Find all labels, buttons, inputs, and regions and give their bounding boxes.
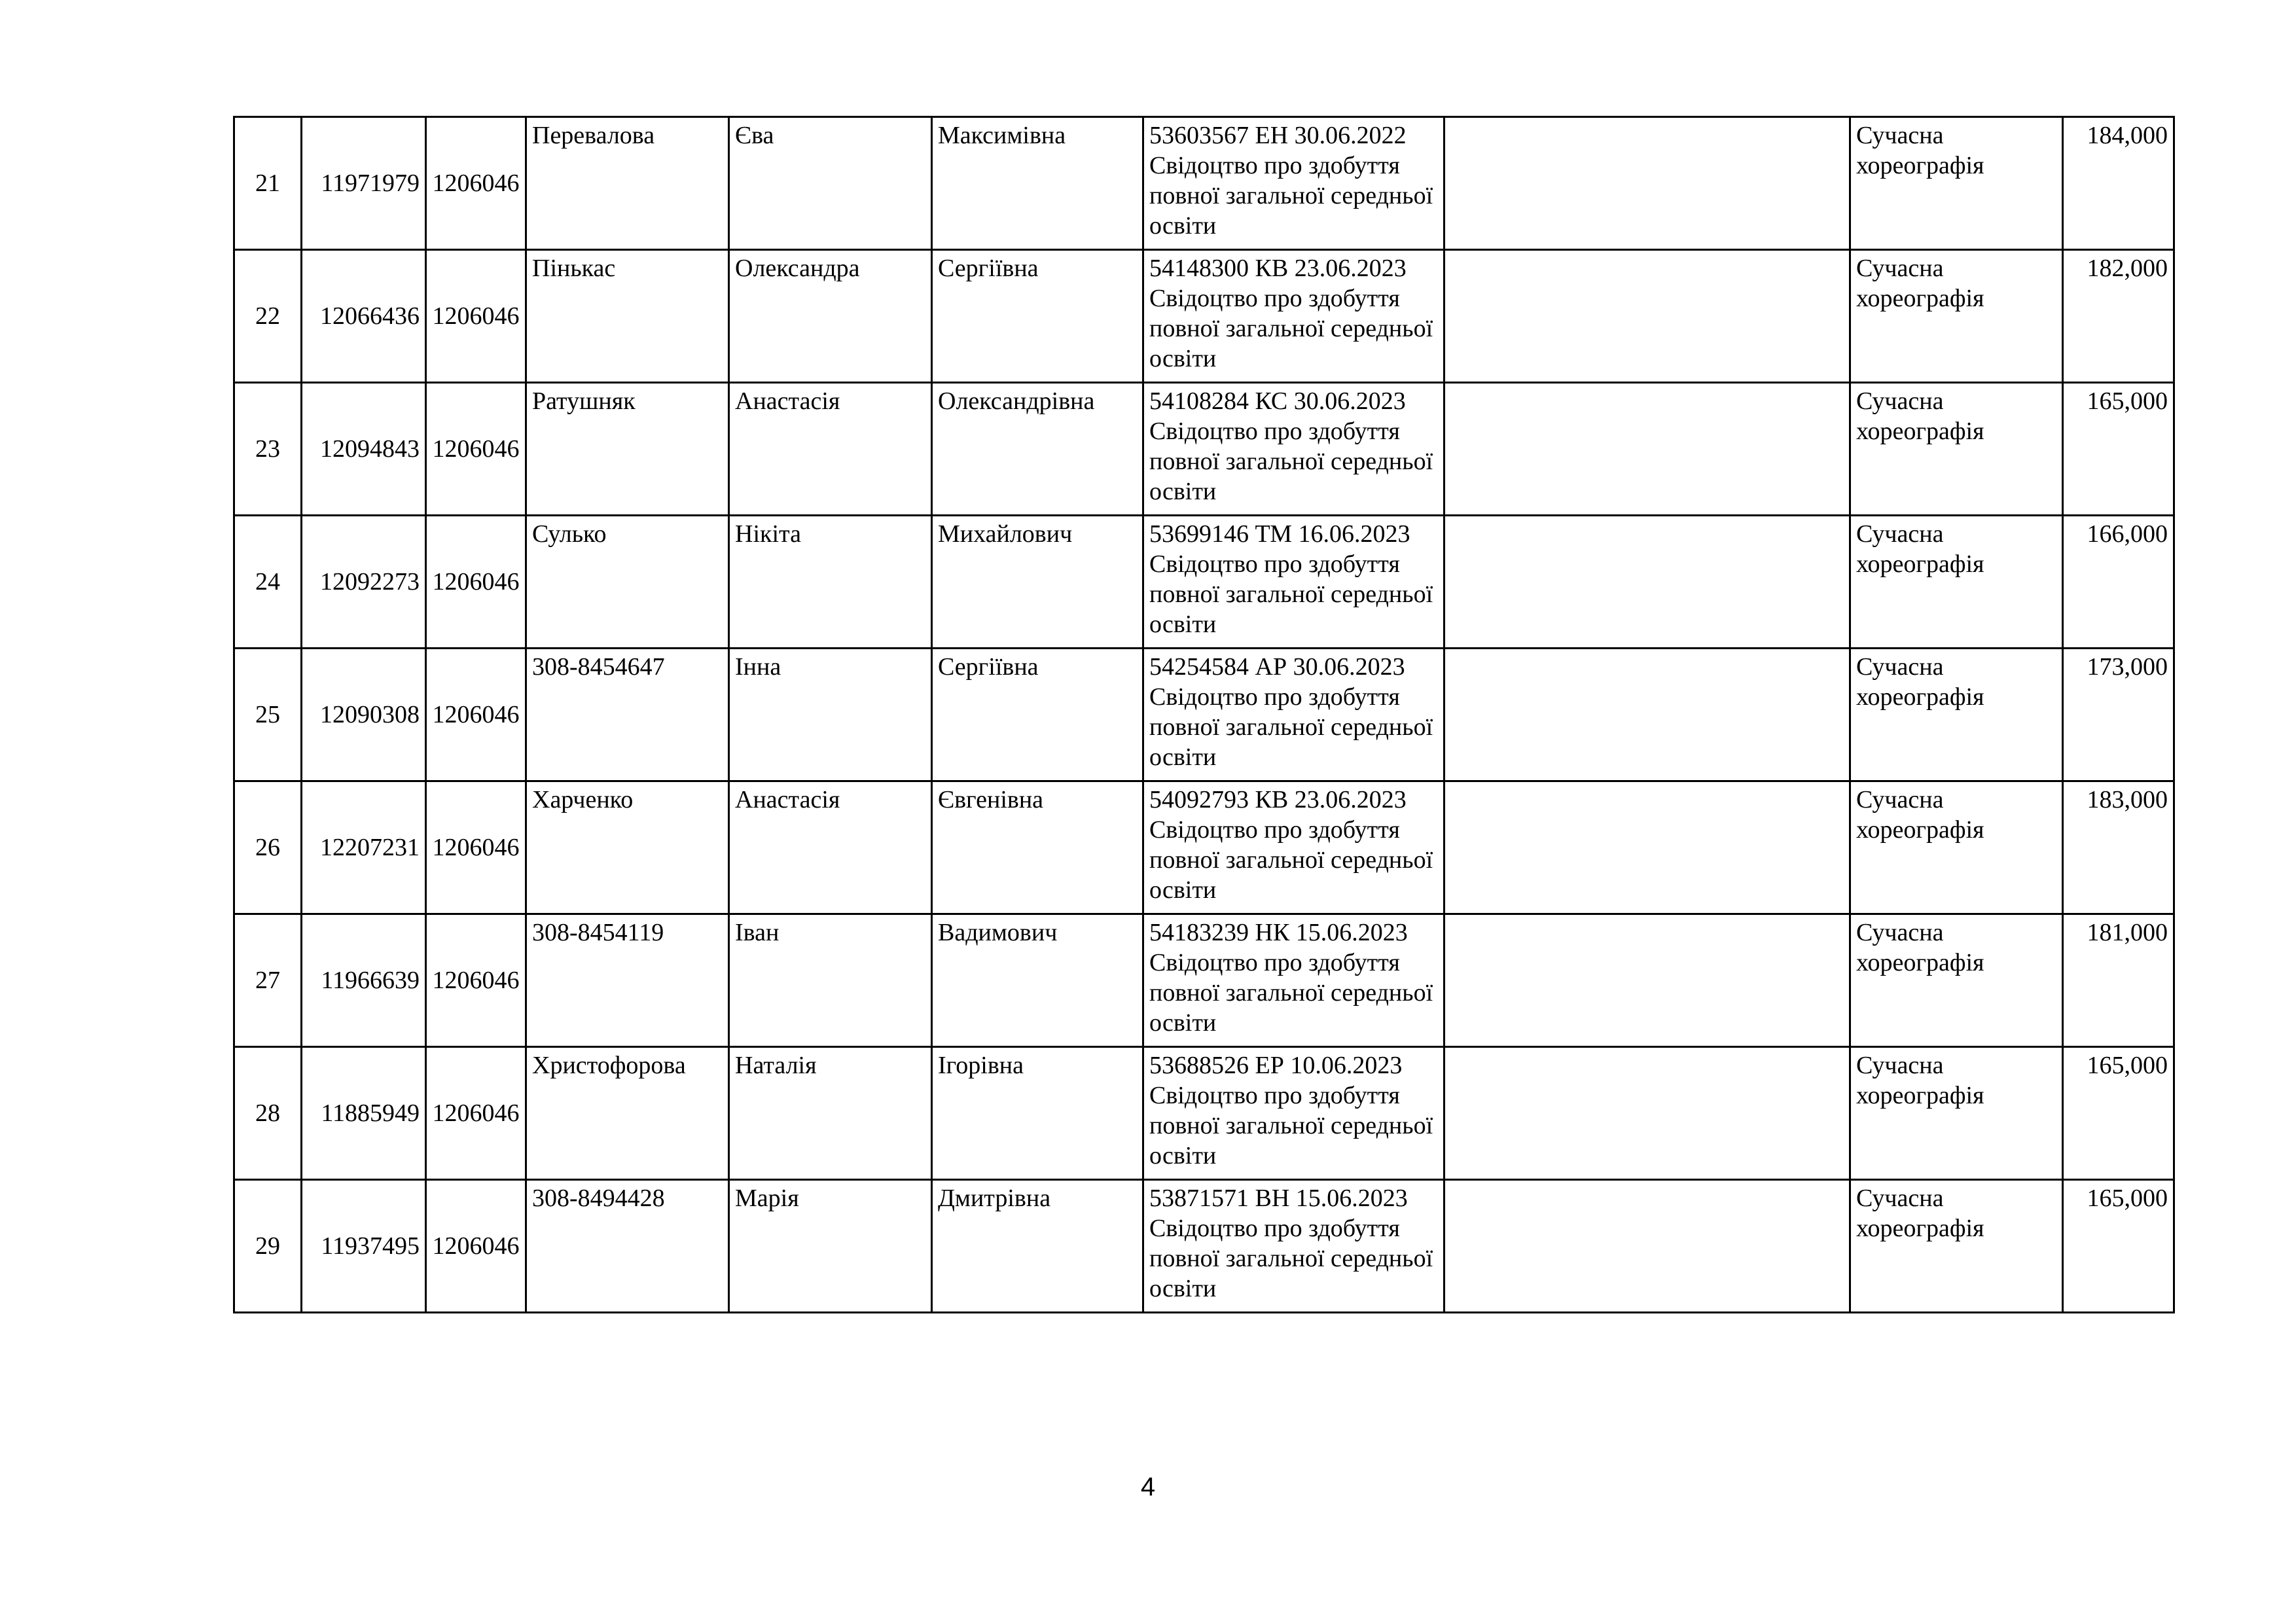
row-number-cell: 22	[234, 250, 302, 383]
table-row	[234, 1180, 2174, 1313]
application-id-cell: 12094843	[302, 383, 426, 516]
note-cell	[1444, 1047, 1850, 1180]
applicants-table	[233, 116, 2175, 1313]
patronymic-cell: Дмитрівна	[932, 1180, 1143, 1313]
row-number-cell: 27	[234, 914, 302, 1047]
program-cell: Сучасна хореографія	[1850, 117, 2063, 250]
table-row	[234, 383, 2174, 516]
patronymic-cell: Максимівна	[932, 117, 1143, 250]
table-row	[234, 250, 2174, 383]
specialty-code-cell: 1206046	[426, 117, 526, 250]
patronymic-cell: Ігорівна	[932, 1047, 1143, 1180]
application-id-cell: 12066436	[302, 250, 426, 383]
row-number-cell: 25	[234, 649, 302, 781]
table-row	[234, 1047, 2174, 1180]
application-id-cell: 12092273	[302, 516, 426, 649]
note-cell	[1444, 914, 1850, 1047]
table-row	[234, 649, 2174, 781]
table-row	[234, 781, 2174, 914]
first-name-cell: Анастасія	[729, 781, 932, 914]
patronymic-cell: Сергіївна	[932, 649, 1143, 781]
program-cell: Сучасна хореографія	[1850, 649, 2063, 781]
specialty-code-cell: 1206046	[426, 383, 526, 516]
competition-score-cell: 181,000	[2063, 914, 2174, 1047]
table-row	[234, 117, 2174, 250]
competition-score-cell: 182,000	[2063, 250, 2174, 383]
first-name-cell: Олександра	[729, 250, 932, 383]
applicants-table-body	[234, 117, 2174, 1313]
note-cell	[1444, 649, 1850, 781]
surname-cell: Сулько	[526, 516, 729, 649]
competition-score-cell: 165,000	[2063, 1047, 2174, 1180]
first-name-cell: Інна	[729, 649, 932, 781]
program-cell: Сучасна хореографія	[1850, 383, 2063, 516]
specialty-code-cell: 1206046	[426, 1047, 526, 1180]
application-id-cell: 11971979	[302, 117, 426, 250]
program-cell: Сучасна хореографія	[1850, 516, 2063, 649]
education-document-cell: 53603567 ЕН 30.06.2022 Свідоцтво про здобуття повної загальної середньої освіти	[1143, 117, 1444, 250]
competition-score-cell: 173,000	[2063, 649, 2174, 781]
first-name-cell: Іван	[729, 914, 932, 1047]
row-number-cell: 21	[234, 117, 302, 250]
competition-score-cell: 166,000	[2063, 516, 2174, 649]
program-cell: Сучасна хореографія	[1850, 1180, 2063, 1313]
specialty-code-cell: 1206046	[426, 649, 526, 781]
first-name-cell: Єва	[729, 117, 932, 250]
surname-cell: Ратушняк	[526, 383, 729, 516]
note-cell	[1444, 516, 1850, 649]
program-cell: Сучасна хореографія	[1850, 914, 2063, 1047]
education-document-cell: 54183239 НК 15.06.2023 Свідоцтво про здобуття повної загальної середньої освіти	[1143, 914, 1444, 1047]
competition-score-cell: 165,000	[2063, 383, 2174, 516]
note-cell	[1444, 250, 1850, 383]
surname-cell: 308-8454119	[526, 914, 729, 1047]
row-number-cell: 29	[234, 1180, 302, 1313]
application-id-cell: 11966639	[302, 914, 426, 1047]
specialty-code-cell: 1206046	[426, 516, 526, 649]
specialty-code-cell: 1206046	[426, 914, 526, 1047]
surname-cell: 308-8454647	[526, 649, 729, 781]
note-cell	[1444, 781, 1850, 914]
specialty-code-cell: 1206046	[426, 781, 526, 914]
application-id-cell: 12090308	[302, 649, 426, 781]
row-number-cell: 23	[234, 383, 302, 516]
first-name-cell: Марія	[729, 1180, 932, 1313]
patronymic-cell: Михайлович	[932, 516, 1143, 649]
competition-score-cell: 184,000	[2063, 117, 2174, 250]
table-row	[234, 914, 2174, 1047]
program-cell: Сучасна хореографія	[1850, 250, 2063, 383]
program-cell: Сучасна хореографія	[1850, 1047, 2063, 1180]
application-id-cell: 11885949	[302, 1047, 426, 1180]
surname-cell: Пінькас	[526, 250, 729, 383]
page-number: 4	[1140, 1472, 1156, 1501]
surname-cell: 308-8494428	[526, 1180, 729, 1313]
education-document-cell: 54148300 КВ 23.06.2023 Свідоцтво про здобуття повної загальної середньої освіти	[1143, 250, 1444, 383]
patronymic-cell: Сергіївна	[932, 250, 1143, 383]
education-document-cell: 54254584 АР 30.06.2023 Свідоцтво про здобуття повної загальної середньої освіти	[1143, 649, 1444, 781]
application-id-cell: 11937495	[302, 1180, 426, 1313]
note-cell	[1444, 383, 1850, 516]
surname-cell: Перевалова	[526, 117, 729, 250]
education-document-cell: 54092793 КВ 23.06.2023 Свідоцтво про здобуття повної загальної середньої освіти	[1143, 781, 1444, 914]
patronymic-cell: Олександрівна	[932, 383, 1143, 516]
surname-cell: Христофорова	[526, 1047, 729, 1180]
education-document-cell: 53688526 ЕР 10.06.2023 Свідоцтво про здобуття повної загальної середньої освіти	[1143, 1047, 1444, 1180]
competition-score-cell: 183,000	[2063, 781, 2174, 914]
competition-score-cell: 165,000	[2063, 1180, 2174, 1313]
table-row	[234, 516, 2174, 649]
note-cell	[1444, 1180, 1850, 1313]
surname-cell: Харченко	[526, 781, 729, 914]
education-document-cell: 54108284 КС 30.06.2023 Свідоцтво про здобуття повної загальної середньої освіти	[1143, 383, 1444, 516]
specialty-code-cell: 1206046	[426, 250, 526, 383]
row-number-cell: 28	[234, 1047, 302, 1180]
education-document-cell: 53699146 ТМ 16.06.2023 Свідоцтво про здобуття повної загальної середньої освіти	[1143, 516, 1444, 649]
first-name-cell: Нікіта	[729, 516, 932, 649]
application-id-cell: 12207231	[302, 781, 426, 914]
specialty-code-cell: 1206046	[426, 1180, 526, 1313]
patronymic-cell: Вадимович	[932, 914, 1143, 1047]
note-cell	[1444, 117, 1850, 250]
program-cell: Сучасна хореографія	[1850, 781, 2063, 914]
row-number-cell: 26	[234, 781, 302, 914]
education-document-cell: 53871571 ВН 15.06.2023 Свідоцтво про здобуття повної загальної середньої освіти	[1143, 1180, 1444, 1313]
row-number-cell: 24	[234, 516, 302, 649]
first-name-cell: Анастасія	[729, 383, 932, 516]
patronymic-cell: Євгенівна	[932, 781, 1143, 914]
first-name-cell: Наталія	[729, 1047, 932, 1180]
